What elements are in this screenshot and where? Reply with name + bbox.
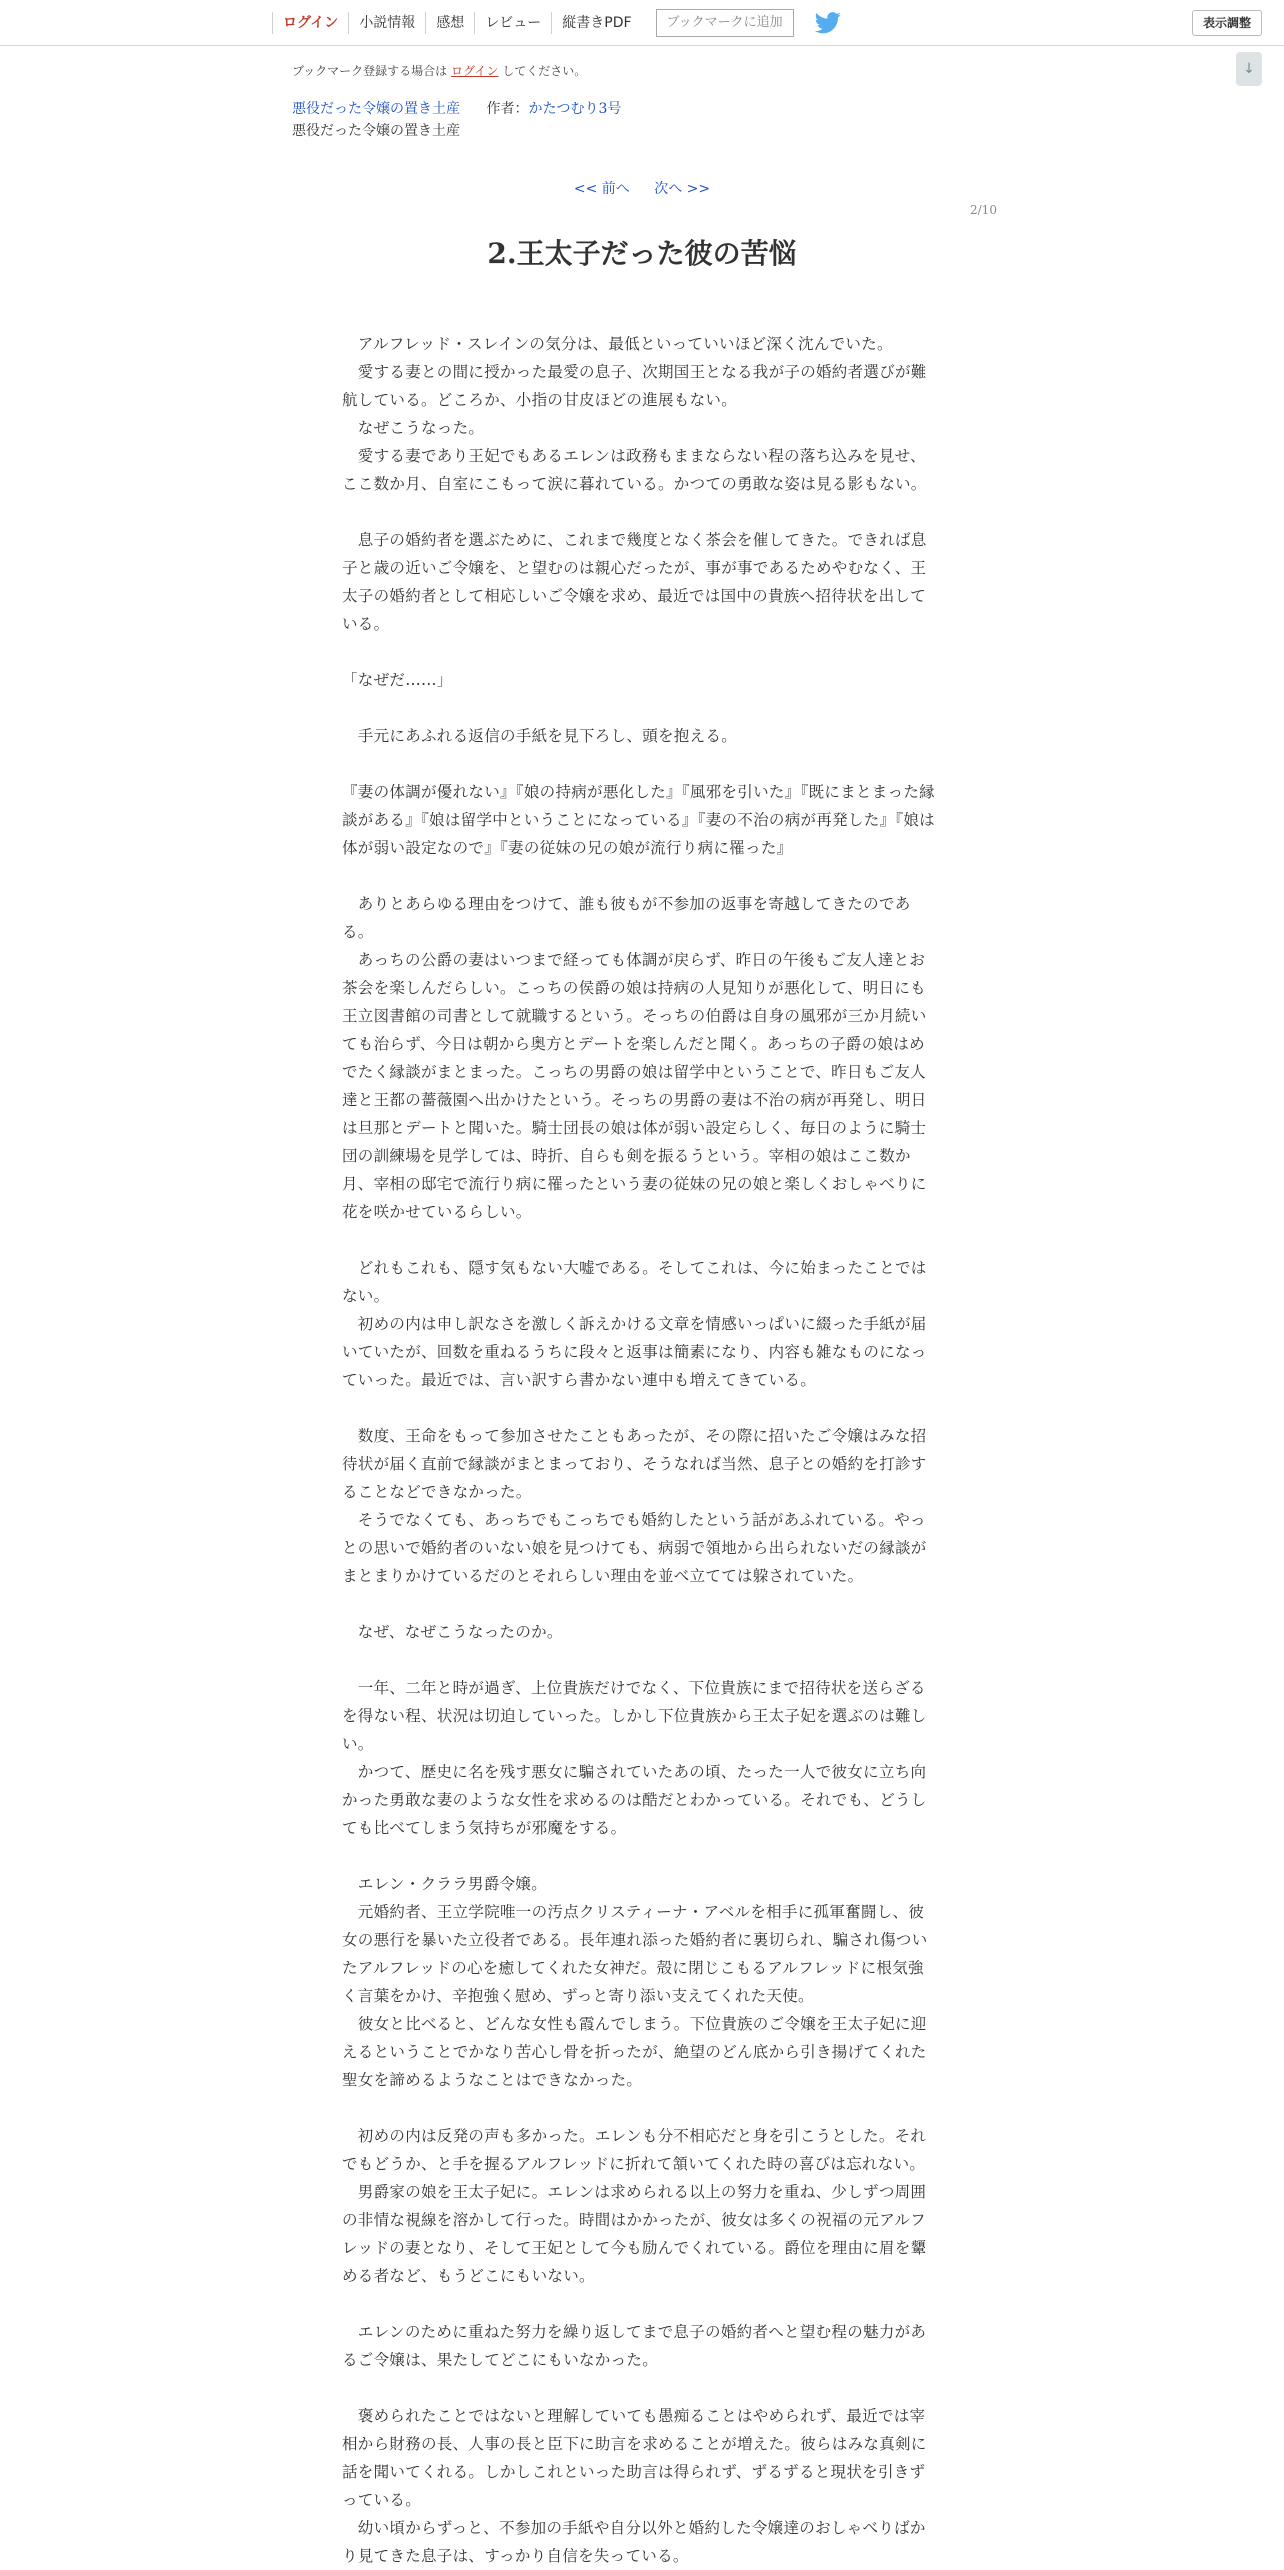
episode-count: 2/10 [970, 203, 997, 217]
body-paragraph: 一年、二年と時が過ぎ、上位貴族だけでなく、下位貴族にまで招待状を送らざるを得ない程、状況は切迫していった。しかし下位貴族から王太子妃を選ぶのは難しい。 [342, 1679, 927, 1753]
body-paragraph: 愛する妻であり王妃でもあるエレンは政務もままならない程の落ち込みを見せ、ここ数か月、自室にこもって涙に暮れている。かつての勇敢な姿は見る影もない。 [342, 447, 927, 493]
nav-novel-info-link[interactable]: 小説情報 [348, 12, 425, 34]
author-label: 作者： [486, 101, 529, 117]
next-episode-link[interactable]: 次へ >> [654, 181, 711, 197]
body-paragraph: なぜ、なぜこうなったのか。 [342, 1623, 563, 1641]
nav-impressions-link[interactable]: 感想 [425, 12, 474, 34]
blank-line [342, 862, 936, 890]
body-paragraph: 初めの内は申し訳なさを激しく訴えかける文章を情感いっぱいに綴った手紙が届いていたが、回数を重ねるうちに段々と返事は簡素になり、内容も雑なものになっていった。最近では、言い訳すら書かない連中も増えてきている。 [342, 1315, 927, 1389]
body-paragraph: 男爵家の娘を王太子妃に。エレンは求められる以上の努力を重ね、少しずつ周囲の非情な視線を溶かして行った。時間はかかったが、彼女は多くの祝福の元アルフレッドの妻となり、そして王妃として今も励んでくれている。爵位を理由に眉を顰める者など、もうどこにもいない。 [342, 2183, 927, 2285]
blank-line [342, 638, 936, 666]
body-paragraph: エレンのために重ねた努力を繰り返してまで息子の婚約者へと望む程の魅力があるご令嬢は、果たしてどこにもいなかった。 [342, 2323, 927, 2369]
blank-line [342, 1646, 936, 1674]
body-paragraph: なぜこうなった。 [342, 419, 485, 437]
blank-line [342, 1842, 936, 1870]
author-link[interactable]: かたつむり3号 [528, 101, 622, 117]
series-info [292, 98, 621, 118]
blank-line [342, 2374, 936, 2402]
blank-line [342, 2290, 936, 2318]
nav-login-link[interactable]: ログイン [272, 12, 348, 34]
nav-list [272, 0, 842, 46]
prev-episode-link[interactable]: << 前へ [573, 181, 630, 197]
display-settings-button[interactable]: 表示調整 [1192, 10, 1262, 36]
notice-login-link[interactable]: ログイン [451, 64, 499, 78]
body-paragraph: ありとあらゆる理由をつけて、誰も彼もが不参加の返事を寄越してきたのである。 [342, 895, 911, 941]
body-paragraph: 数度、王命をもって参加させたこともあったが、その際に招いたご令嬢はみな招待状が届く直前で縁談がまとまっており、そうなれば当然、息子との婚約を打診することなどできなかった。 [342, 1427, 927, 1501]
episode-pager [0, 178, 1284, 198]
bookmark-login-notice [292, 62, 586, 79]
twitter-icon[interactable] [814, 12, 842, 34]
body-paragraph: エレン・クララ男爵令嬢。 [342, 1875, 548, 1893]
body-paragraph: どれもこれも、隠す気もない大嘘である。そしてこれは、今に始まったことではない。 [342, 1259, 927, 1305]
body-paragraph: アルフレッド・スレインの気分は、最低といっていいほど深く沈んでいた。 [342, 335, 893, 353]
blank-line [342, 1394, 936, 1422]
nav-review-link[interactable]: レビュー [474, 12, 551, 34]
body-paragraph: 『妻の体調が優れない』『娘の持病が悪化した』『風邪を引いた』『既にまとまった縁談がある』『娘は留学中ということになっている』『妻の不治の病が再発した』『娘は体が弱い設定なので』『妻の従妹の兄の娘が流行り病に罹った』 [342, 783, 935, 857]
body-paragraph: 褒められたことではないと理解していても愚痴ることはやめられず、最近では宰相から財務の長、人事の長と臣下に助言を求めることが増えた。彼らはみな真剣に話を聞いてくれる。しかしこれといった助言は得られず、ずるずると現状を引きずっている。 [342, 2407, 927, 2509]
body-paragraph: 幼い頃からずっと、不参加の手紙や自分以外と婚約した令嬢達のおしゃべりばかり見てきた息子は、すっかり自信を失っている。 [342, 2519, 926, 2565]
nav-vertical-pdf-link[interactable]: 縦書きPDF [551, 12, 641, 34]
blank-line [342, 1226, 936, 1254]
body-paragraph: 「なぜだ……」 [342, 671, 453, 689]
body-paragraph: かつて、歴史に名を残す悪女に騙されていたあの頃、たった一人で彼女に立ち向かった勇敢な妻のような女性を求めるのは酷だとわかっている。それでも、どうしても比べてしまう気持ちが邪魔をする。 [342, 1763, 927, 1837]
body-paragraph: 手元にあふれる返信の手紙を見下ろし、頭を抱える。 [342, 727, 738, 745]
notice-suffix: してください。 [502, 64, 587, 78]
blank-line [342, 694, 936, 722]
body-paragraph: 彼女と比べると、どんな女性も霞んでしまう。下位貴族のご令嬢を王太子妃に迎えるということでかなり苦心し骨を折ったが、絶望のどん底から引き揚げてくれた聖女を諦めるようなことはできなかった。 [342, 2015, 927, 2089]
body-paragraph: 愛する妻との間に授かった最愛の息子、次期国王となる我が子の婚約者選びが難航している。どころか、小指の甘皮ほどの進展もない。 [342, 363, 927, 409]
body-paragraph: 息子の婚約者を選ぶために、これまで幾度となく茶会を催してきた。できれば息子と歳の近いご令嬢を、と望むのは親心だったが、事が事であるためやむなく、王太子の婚約者として相応しいご令嬢を求め、最近では国中の貴族へ招待状を出している。 [342, 531, 927, 633]
notice-prefix: ブックマーク登録する場合は [292, 64, 448, 78]
blank-line [342, 750, 936, 778]
body-paragraph: 初めの内は反発の声も多かった。エレンも分不相応だと身を引こうとした。それでもどうか、と手を握るアルフレッドに折れて頷いてくれた時の喜びは忘れない。 [342, 2127, 927, 2173]
series-title-link[interactable]: 悪役だった令嬢の置き土産 [292, 101, 460, 117]
body-paragraph: そうでなくても、あっちでもこっちでも婚約したという話があふれている。やっとの思いで婚約者のいない娘を見つけても、病弱で領地から出られないだの縁談がまとまりかけているだのとそれらしい理由を並べ立てては躱されていた。 [342, 1511, 927, 1585]
arrow-down-icon: ↓ [1243, 61, 1255, 77]
scroll-down-button[interactable] [1236, 52, 1262, 86]
novel-subtitle: 悪役だった令嬢の置き土産 [292, 123, 460, 139]
add-bookmark-button[interactable]: ブックマークに追加 [656, 9, 794, 37]
novel-body [342, 330, 936, 2570]
blank-line [342, 1590, 936, 1618]
chapter-title: 2.王太子だった彼の苦悩 [487, 237, 797, 270]
body-paragraph: 元婚約者、王立学院唯一の汚点クリスティーナ・アベルを相手に孤軍奮闘し、彼女の悪行を暴いた立役者である。長年連れ添った婚約者に裏切られ、騙され傷ついたアルフレッドの心を癒してくれた女神だ。殻に閉じこもるアルフレッドに根気強く言葉をかけ、辛抱強く慰め、ずっと寄り添い支えてくれた天使。 [342, 1903, 928, 2005]
top-navbar [0, 0, 1284, 46]
blank-line [342, 498, 936, 526]
blank-line [342, 2094, 936, 2122]
twitter-bird-icon [814, 12, 842, 34]
body-paragraph: あっちの公爵の妻はいつまで経っても体調が戻らず、昨日の午後もご友人達とお茶会を楽しんだらしい。こっちの侯爵の娘は持病の人見知りが悪化して、明日にも王立図書館の司書として就職するという。そっちの伯爵は自身の風邪が三か月続いても治らず、今日は朝から奥方とデートを楽しんだと聞く。あっちの子爵の娘はめでたく縁談がまとまった。こっちの男爵の娘は留学中ということで、昨日もご友人達と王都の薔薇園へ出かけたという。そっちの男爵の妻は不治の病が再発し、明日は旦那とデートと聞いた。騎士団長の娘は体が弱い設定らしく、毎日のように騎士団の訓練場を見学しては、時折、自らも剣を振るうという。宰相の娘はここ数か月、宰相の邸宅で流行り病に罹ったという妻の従妹の兄の娘と楽しくおしゃべりに花を咲かせているらしい。 [342, 951, 927, 1221]
